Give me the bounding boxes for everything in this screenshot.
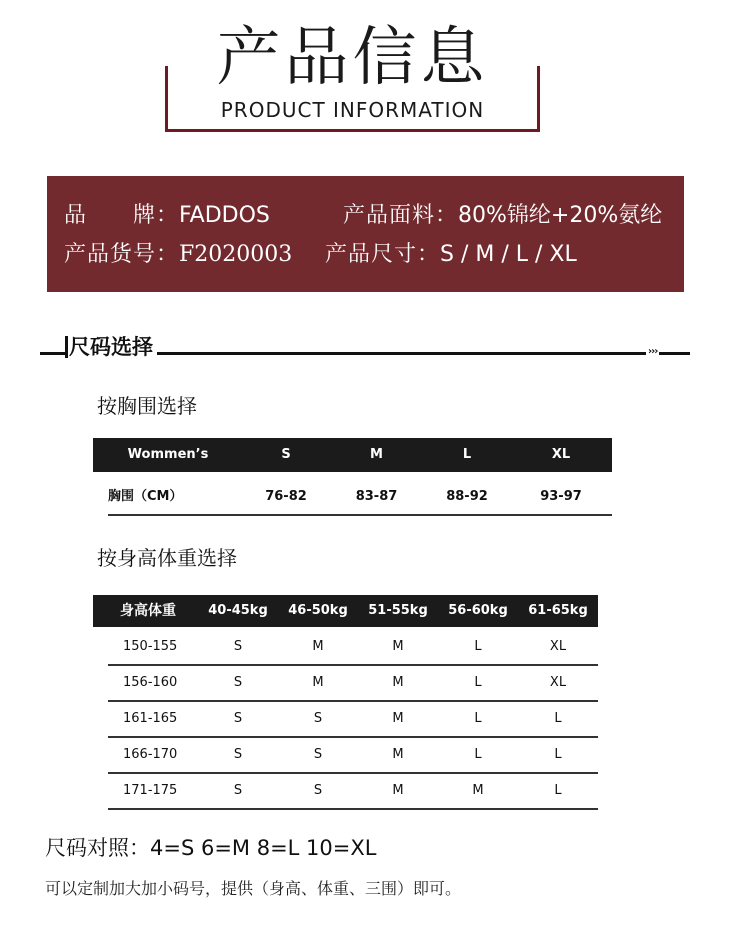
hw-heading: 按身高体重选择 [97,546,237,570]
hw-cell: XL [549,675,567,690]
hw-cell: M [392,675,404,690]
hw-row-height: 166-170 [123,747,178,762]
page-title: 产品信息 [216,21,489,95]
product-info-panel [47,176,684,292]
hw-cell: L [474,711,482,726]
sku-line [64,242,292,268]
section-title [65,333,157,361]
hw-cell: L [554,711,562,726]
hw-cell: M [472,783,484,798]
sku-label: 产品货号： [64,242,180,267]
hw-cell: S [233,783,243,798]
size-map-note: 尺码对照：4=S 6=M 8=L 10=XL [45,836,377,860]
hw-cell: L [474,747,482,762]
hw-col-label: 身高体重 [120,603,176,619]
brand-value: FADDOS [179,203,270,228]
custom-size-note: 可以定制加大加小码号，提供（身高、体重、三围）即可。 [45,879,462,898]
hw-cell: L [474,675,482,690]
hw-cell: M [392,783,404,798]
chest-heading: 按胸围选择 [97,394,197,418]
sku-value: F2020003 [179,242,293,267]
table-row [108,774,598,810]
hw-row-height: 171-175 [123,783,178,798]
size-label: 产品尺寸： [325,242,441,267]
hw-cell: S [233,711,243,726]
section-title-text: 尺码选择 [69,335,153,359]
chest-table-header [93,438,612,472]
size-value: S / M / L / XL [440,242,577,267]
hw-cell: M [392,747,404,762]
hw-cell: S [233,675,243,690]
section-title-bar [65,336,68,358]
hw-cell: S [233,639,243,654]
chest-row-label: 胸围（CM） [108,489,183,504]
hw-col-weight: 40-45kg [208,603,268,618]
hw-cell: S [233,747,243,762]
hw-row-height: 161-165 [123,711,178,726]
table-row [108,666,598,702]
chest-col-m: M [370,447,383,462]
hw-cell: S [313,783,323,798]
material-value: 80%锦纶+20%氨纶 [458,203,663,228]
hw-cell: L [554,783,562,798]
chest-cell-s: 76-82 [265,489,307,504]
brand-label: 品 牌： [64,203,180,228]
chest-table-row [108,480,612,516]
chest-cell-l: 88-92 [446,489,488,504]
brand-line [64,203,270,229]
hw-cell: XL [549,639,567,654]
table-row [108,702,598,738]
table-row [108,738,598,774]
hw-row-height: 156-160 [123,675,178,690]
chest-col-s: S [281,447,291,462]
table-row [108,630,598,666]
hw-cell: S [313,711,323,726]
hw-table-header [93,595,598,627]
hw-row-height: 150-155 [123,639,178,654]
chest-col-xl: XL [551,447,571,462]
hw-col-weight: 46-50kg [288,603,348,618]
hw-cell: M [312,639,324,654]
chest-cell-m: 83-87 [355,489,398,504]
chest-col-women: Wommen’s [127,447,209,462]
size-line [325,242,577,268]
hw-cell: M [392,711,404,726]
hw-col-weight: 61-65kg [528,603,588,618]
material-label: 产品面料： [343,203,459,228]
section-arrows-icon: ››› [648,346,658,357]
hw-cell: S [313,747,323,762]
hw-cell: L [554,747,562,762]
chest-cell-xl: 93-97 [540,489,582,504]
hw-cell: M [312,675,324,690]
page-subtitle: PRODUCT INFORMATION [220,98,485,122]
hw-cell: L [474,639,482,654]
hw-col-weight: 56-60kg [448,603,508,618]
hw-cell: M [392,639,404,654]
chest-col-l: L [462,447,472,462]
hw-col-weight: 51-55kg [368,603,428,618]
material-line [343,203,662,229]
